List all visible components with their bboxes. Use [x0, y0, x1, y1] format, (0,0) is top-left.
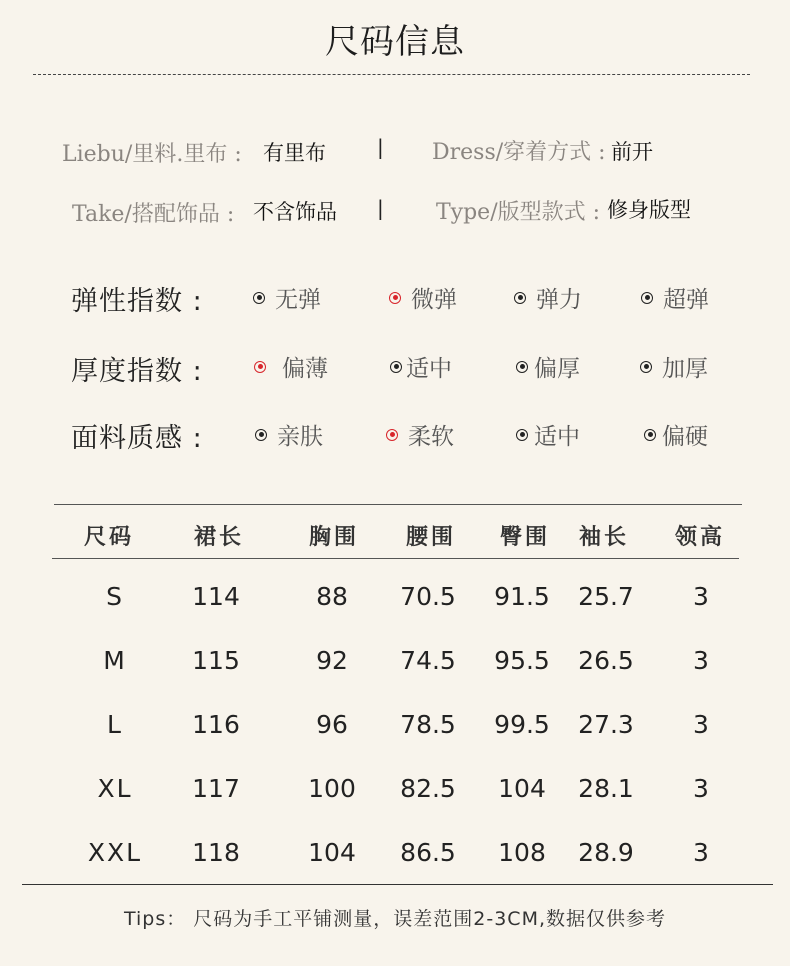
col-header-sleeve-length: 袖长 [578, 524, 630, 550]
lining-label: Liebu/里料.里布 : [62, 142, 242, 167]
table-cell: 104 [498, 774, 546, 803]
size-cell: L [107, 710, 123, 739]
table-cell: 100 [308, 774, 356, 803]
table-cell: 116 [192, 710, 240, 739]
radio-icon [390, 361, 402, 373]
thickness-option: 偏厚 [516, 350, 580, 383]
fit-type-value: 修身版型 [607, 198, 691, 222]
size-cell: XXL [87, 838, 143, 867]
texture-option: 亲肤 [255, 418, 323, 451]
table-cell: 96 [316, 710, 348, 739]
table-cell: 74.5 [400, 646, 456, 675]
table-cell: 3 [693, 582, 709, 611]
radio-selected-icon [389, 292, 401, 304]
table-cell: 70.5 [400, 582, 456, 611]
table-cell: 88 [316, 582, 348, 611]
radio-icon [516, 429, 528, 441]
accessory-value: 不含饰品 [253, 200, 337, 224]
dress-style-value: 前开 [611, 140, 653, 164]
thickness-label: 厚度指数 : [71, 356, 203, 387]
size-cell: S [106, 582, 124, 611]
table-cell: 95.5 [494, 646, 550, 675]
elasticity-label: 弹性指数 : [71, 286, 203, 317]
table-bottom-rule [22, 884, 773, 885]
table-cell: 115 [192, 646, 240, 675]
radio-selected-icon [254, 361, 266, 373]
table-cell: 108 [498, 838, 546, 867]
table-cell: 78.5 [400, 710, 456, 739]
dress-style-label: Dress/穿着方式 : [432, 140, 606, 165]
tips-note: Tips： 尺码为手工平铺测量，误差范围2-3CM,数据仅供参考 [123, 908, 667, 930]
texture-option: 适中 [516, 418, 580, 451]
spec-separator: | [377, 135, 384, 159]
page-title: 尺码信息 [325, 22, 465, 62]
thickness-option: 加厚 [640, 350, 708, 383]
table-cell: 114 [192, 582, 240, 611]
table-cell: 3 [693, 774, 709, 803]
title-divider [33, 74, 750, 75]
table-cell: 117 [192, 774, 240, 803]
elasticity-option: 超弹 [641, 281, 709, 314]
table-top-rule [54, 504, 742, 505]
table-cell: 28.1 [578, 774, 634, 803]
thickness-option-selected: 偏薄 [254, 350, 328, 383]
col-header-size: 尺码 [83, 524, 135, 550]
spec-separator: | [377, 196, 384, 220]
lining-value: 有里布 [263, 141, 326, 165]
size-cell: M [103, 646, 127, 675]
table-cell: 99.5 [494, 710, 550, 739]
table-cell: 26.5 [578, 646, 634, 675]
elasticity-option-selected: 微弹 [389, 281, 457, 314]
texture-option: 偏硬 [644, 418, 708, 451]
elasticity-option: 弹力 [514, 281, 582, 314]
radio-icon [640, 361, 652, 373]
col-header-waist: 腰围 [405, 524, 457, 550]
fit-type-label: Type/版型款式 : [436, 200, 601, 225]
radio-icon [255, 429, 267, 441]
col-header-collar-height: 领高 [674, 524, 726, 550]
table-cell: 27.3 [578, 710, 634, 739]
elasticity-option: 无弹 [253, 281, 321, 314]
col-header-skirt-length: 裙长 [193, 524, 245, 550]
table-cell: 3 [693, 646, 709, 675]
texture-option-selected: 柔软 [386, 418, 454, 451]
table-cell: 28.9 [578, 838, 634, 867]
radio-selected-icon [386, 429, 398, 441]
radio-icon [516, 361, 528, 373]
table-cell: 82.5 [400, 774, 456, 803]
col-header-bust: 胸围 [308, 524, 360, 550]
table-cell: 92 [316, 646, 348, 675]
table-cell: 3 [693, 710, 709, 739]
table-cell: 118 [192, 838, 240, 867]
radio-icon [514, 292, 526, 304]
radio-icon [253, 292, 265, 304]
col-header-hip: 臀围 [499, 524, 551, 550]
table-cell: 104 [308, 838, 356, 867]
table-cell: 86.5 [400, 838, 456, 867]
thickness-option: 适中 [390, 350, 452, 383]
radio-icon [641, 292, 653, 304]
table-cell: 91.5 [494, 582, 550, 611]
accessory-label: Take/搭配饰品 : [72, 202, 235, 227]
table-cell: 3 [693, 838, 709, 867]
table-header-rule [52, 558, 739, 559]
table-cell: 25.7 [578, 582, 634, 611]
radio-icon [644, 429, 656, 441]
texture-label: 面料质感 : [71, 423, 203, 454]
size-cell: XL [97, 774, 133, 803]
